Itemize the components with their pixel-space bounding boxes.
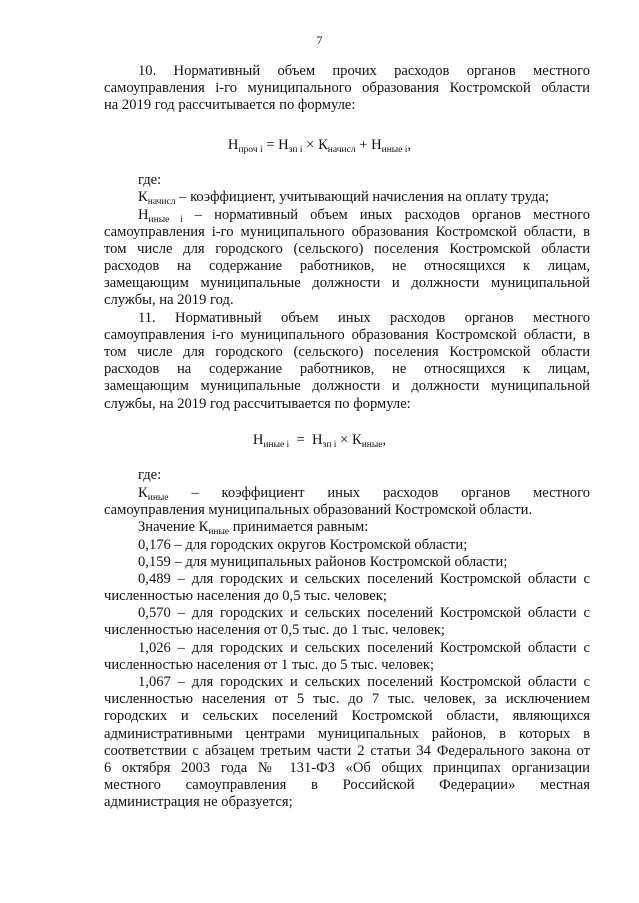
value-2: 0,159 – для муниципальных районов Костромской области; [138,554,508,570]
value-4-line-1: 0,570 – для городских и сельских поселений Костромской области с [138,605,590,621]
value-3-line-2: численностью населения до 0,5 тыс. человек; [104,588,387,604]
value-6-line-3: городских и сельских поселений Костромской области, являющихся [104,708,590,724]
h-inye-definition-3: том числе для городского (сельского) поселения Костромской области [104,241,590,257]
h-inye-definition-6: службы, на 2019 год. [104,292,234,308]
where-label-2: где: [138,467,162,483]
value-3-line-1: 0,489 – для городских и сельских поселений Костромской области с [138,571,590,587]
k-inye-definition-2: самоуправления муниципальных образований Костромской области. [104,502,533,518]
p11-line-3: том числе для городского (сельского) поселения Костромской области [104,344,590,360]
p11-line-1: 11. Нормативный объем иных расходов органов местного [138,310,590,326]
value-6-line-4: административными центрами муниципальных районов, в которых в [104,726,590,742]
h-inye-definition-1: $Н_{иные i}$ – нормативный объем иных расходов органов местного [138,207,590,225]
k-inye-definition-1: $К_{иные}$ – коэффициент иных расходов органов местного [138,485,590,503]
value-6-line-7: местного самоуправления в Российской Федерации» местная [104,777,590,793]
p10-line-2: самоуправления i-го муниципального образования Костромской области [104,80,590,96]
p11-line-6: службы, на 2019 год рассчитывается по формуле: [104,396,411,412]
p11-line-4: расходов на содержание работников, не относящихся к лицам, [104,361,590,377]
p10-line-1: 10. Нормативный объем прочих расходов органов местного [138,63,590,79]
p10-line-3: на 2019 год рассчитывается по формуле: [104,97,356,113]
h-inye-definition-5: замещающим муниципальные должности и должности муниципальной [104,275,590,291]
formula-2: $Н_{иные i} = Н_{зп i} \times К_{иные}$, [252,432,387,450]
page-number: 7 [316,33,323,47]
value-4-line-2: численностью населения от 0,5 тыс. до 1 тыс. человек; [104,622,445,638]
p11-line-5: замещающим муниципальные должности и должности муниципальной [104,378,590,394]
value-5-line-1: 1,026 – для городских и сельских поселений Костромской области с [138,640,590,656]
value-6-line-1: 1,067 – для городских и сельских поселений Костромской области с [138,674,590,690]
value-6-line-2: численностью населения от 5 тыс. до 7 тыс. человек, за исключением [104,691,590,707]
value-intro: Значение $К_{иные}$ принимается равным: [138,519,369,537]
h-inye-definition-2: самоуправления i-го муниципального образования Костромской области, в [104,224,590,240]
where-label-1: где: [138,172,162,188]
value-5-line-2: численностью населения от 1 тыс. до 5 тыс. человек; [104,657,435,673]
formula-1: $Н_{проч i} = Н_{зп i} \times К_{начисл} + Н_{иные i}$, [227,137,412,155]
value-1: 0,176 – для городских округов Костромской области; [138,537,468,553]
value-6-line-8: администрация не образуется; [104,794,293,810]
value-6-line-6: 6 октября 2003 года № 131-ФЗ «Об общих принципах организации [104,760,590,776]
h-inye-definition-4: расходов на содержание работников, не относящихся к лицам, [104,258,590,274]
k-nachisl-definition: $К_{начисл}$ – коэффициент, учитывающий начисления на оплату труда; [138,189,550,207]
value-6-line-5: соответствии с абзацем третьим части 2 статьи 34 Федерального закона от [104,743,590,759]
p11-line-2: самоуправления i-го муниципального образования Костромской области, в [104,327,590,343]
